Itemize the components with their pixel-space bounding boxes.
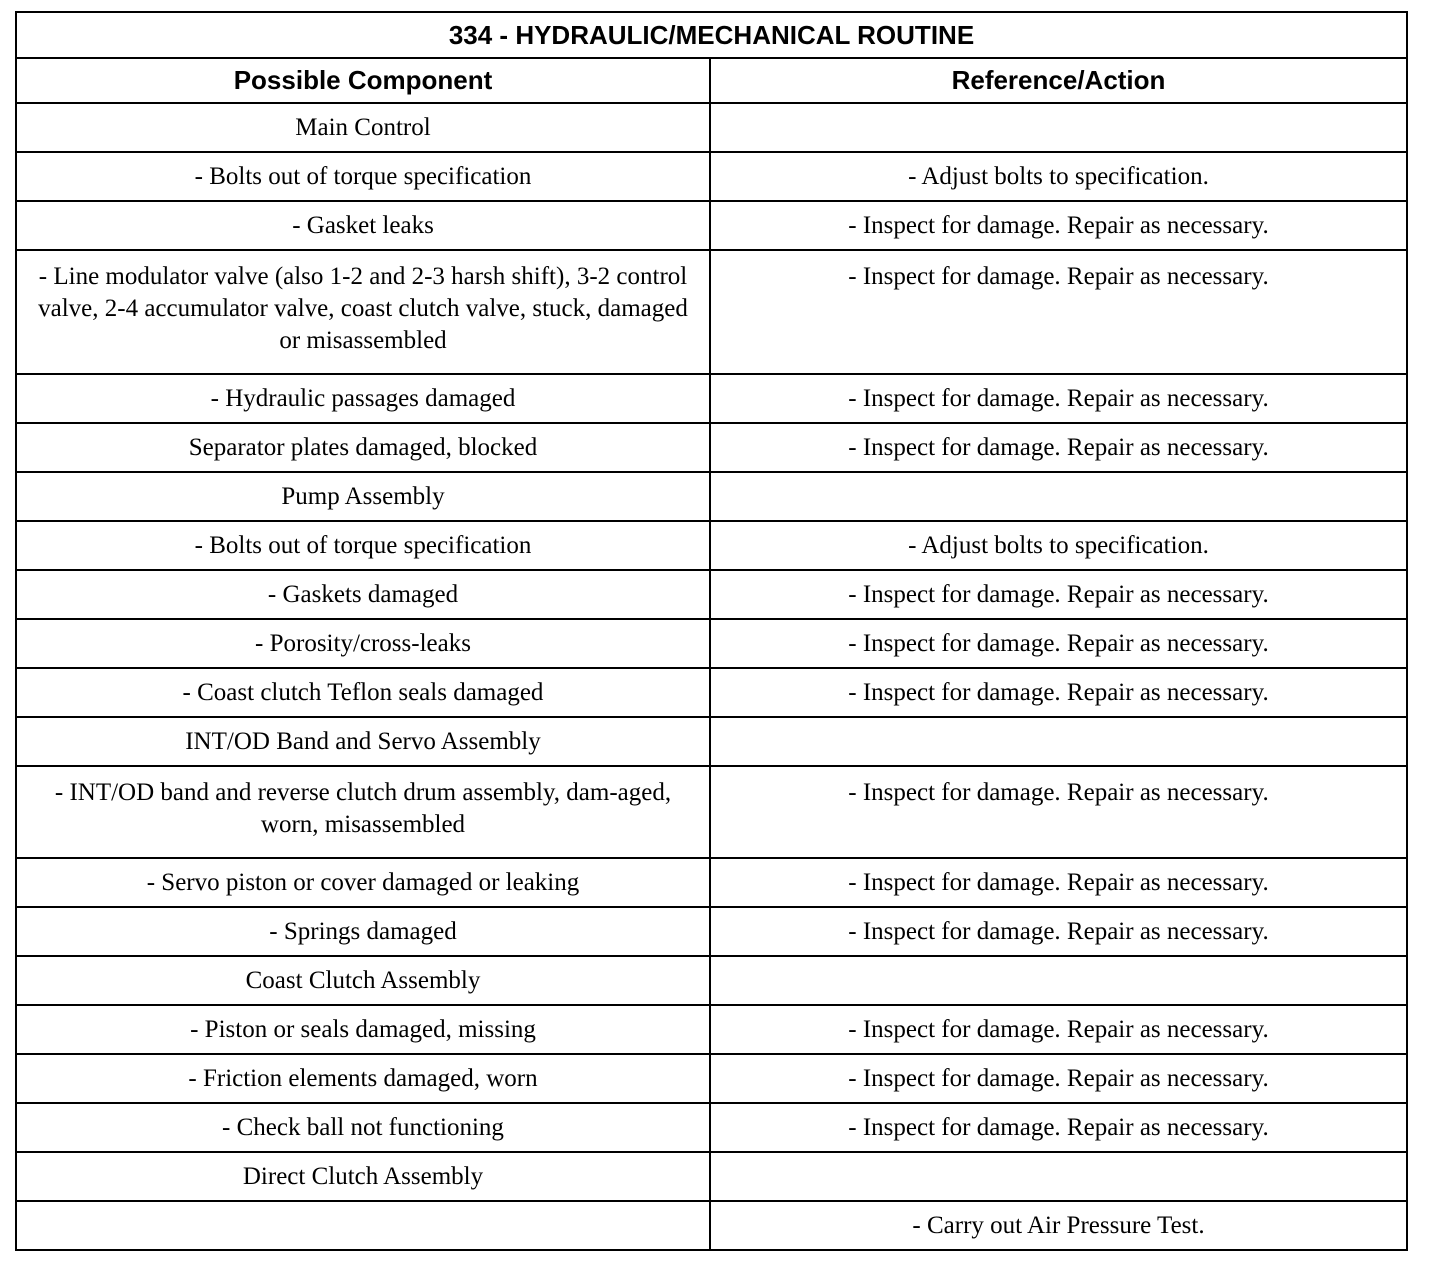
action-cell: - Inspect for damage. Repair as necessary. <box>710 250 1407 374</box>
component-cell: - Springs damaged <box>16 907 710 956</box>
table-row <box>16 472 1407 521</box>
component-cell: - Check ball not functioning <box>16 1103 710 1152</box>
table-row <box>16 1201 1407 1250</box>
component-cell: - INT/OD band and reverse clutch drum assembly, dam-aged, worn, misassembled <box>16 766 710 858</box>
action-cell: - Carry out Air Pressure Test. <box>710 1201 1407 1250</box>
action-cell: - Inspect for damage. Repair as necessary. <box>710 570 1407 619</box>
table-row <box>16 250 1407 374</box>
table-row <box>16 858 1407 907</box>
component-cell: - Line modulator valve (also 1-2 and 2-3 harsh shift), 3-2 control valve, 2-4 accumulator valve, coast clutch valve, stuck, damaged or misassembled <box>16 250 710 374</box>
action-cell <box>710 956 1407 1005</box>
action-cell: - Inspect for damage. Repair as necessary. <box>710 1054 1407 1103</box>
action-cell <box>710 472 1407 521</box>
table-row <box>16 570 1407 619</box>
component-cell: - Servo piston or cover damaged or leaking <box>16 858 710 907</box>
table-row <box>16 717 1407 766</box>
table-row <box>16 521 1407 570</box>
action-cell: - Adjust bolts to specification. <box>710 152 1407 201</box>
table-row <box>16 1054 1407 1103</box>
component-cell: - Piston or seals damaged, missing <box>16 1005 710 1054</box>
table-row <box>16 766 1407 858</box>
table-row <box>16 374 1407 423</box>
table-row <box>16 907 1407 956</box>
component-cell: Pump Assembly <box>16 472 710 521</box>
action-cell: - Inspect for damage. Repair as necessary. <box>710 668 1407 717</box>
component-cell: - Hydraulic passages damaged <box>16 374 710 423</box>
routine-table <box>15 11 1408 1251</box>
column-header-component: Possible Component <box>16 58 710 103</box>
component-cell: Coast Clutch Assembly <box>16 956 710 1005</box>
action-cell: - Inspect for damage. Repair as necessary. <box>710 619 1407 668</box>
action-cell: - Inspect for damage. Repair as necessary. <box>710 201 1407 250</box>
table-row <box>16 956 1407 1005</box>
table-row <box>16 668 1407 717</box>
table-row <box>16 1152 1407 1201</box>
action-cell: - Adjust bolts to specification. <box>710 521 1407 570</box>
component-cell: - Bolts out of torque specification <box>16 152 710 201</box>
component-cell: INT/OD Band and Servo Assembly <box>16 717 710 766</box>
action-cell <box>710 103 1407 152</box>
component-cell: Direct Clutch Assembly <box>16 1152 710 1201</box>
component-cell: - Gasket leaks <box>16 201 710 250</box>
component-cell: - Coast clutch Teflon seals damaged <box>16 668 710 717</box>
action-cell <box>710 717 1407 766</box>
table-row <box>16 423 1407 472</box>
table-row <box>16 152 1407 201</box>
component-cell: Separator plates damaged, blocked <box>16 423 710 472</box>
component-cell: - Porosity/cross-leaks <box>16 619 710 668</box>
component-cell <box>16 1201 710 1250</box>
action-cell: - Inspect for damage. Repair as necessary. <box>710 374 1407 423</box>
component-cell: - Friction elements damaged, worn <box>16 1054 710 1103</box>
action-cell: - Inspect for damage. Repair as necessary. <box>710 423 1407 472</box>
table-row <box>16 1005 1407 1054</box>
action-cell: - Inspect for damage. Repair as necessary. <box>710 858 1407 907</box>
action-cell <box>710 1152 1407 1201</box>
table-row <box>16 1103 1407 1152</box>
component-cell: - Gaskets damaged <box>16 570 710 619</box>
table-row <box>16 103 1407 152</box>
action-cell: - Inspect for damage. Repair as necessary. <box>710 1103 1407 1152</box>
table-title: 334 - HYDRAULIC/MECHANICAL ROUTINE <box>16 12 1407 58</box>
table-row <box>16 201 1407 250</box>
component-cell: Main Control <box>16 103 710 152</box>
component-cell: - Bolts out of torque specification <box>16 521 710 570</box>
action-cell: - Inspect for damage. Repair as necessary. <box>710 766 1407 858</box>
table-row <box>16 619 1407 668</box>
action-cell: - Inspect for damage. Repair as necessary. <box>710 907 1407 956</box>
column-header-action: Reference/Action <box>710 58 1407 103</box>
action-cell: - Inspect for damage. Repair as necessary. <box>710 1005 1407 1054</box>
